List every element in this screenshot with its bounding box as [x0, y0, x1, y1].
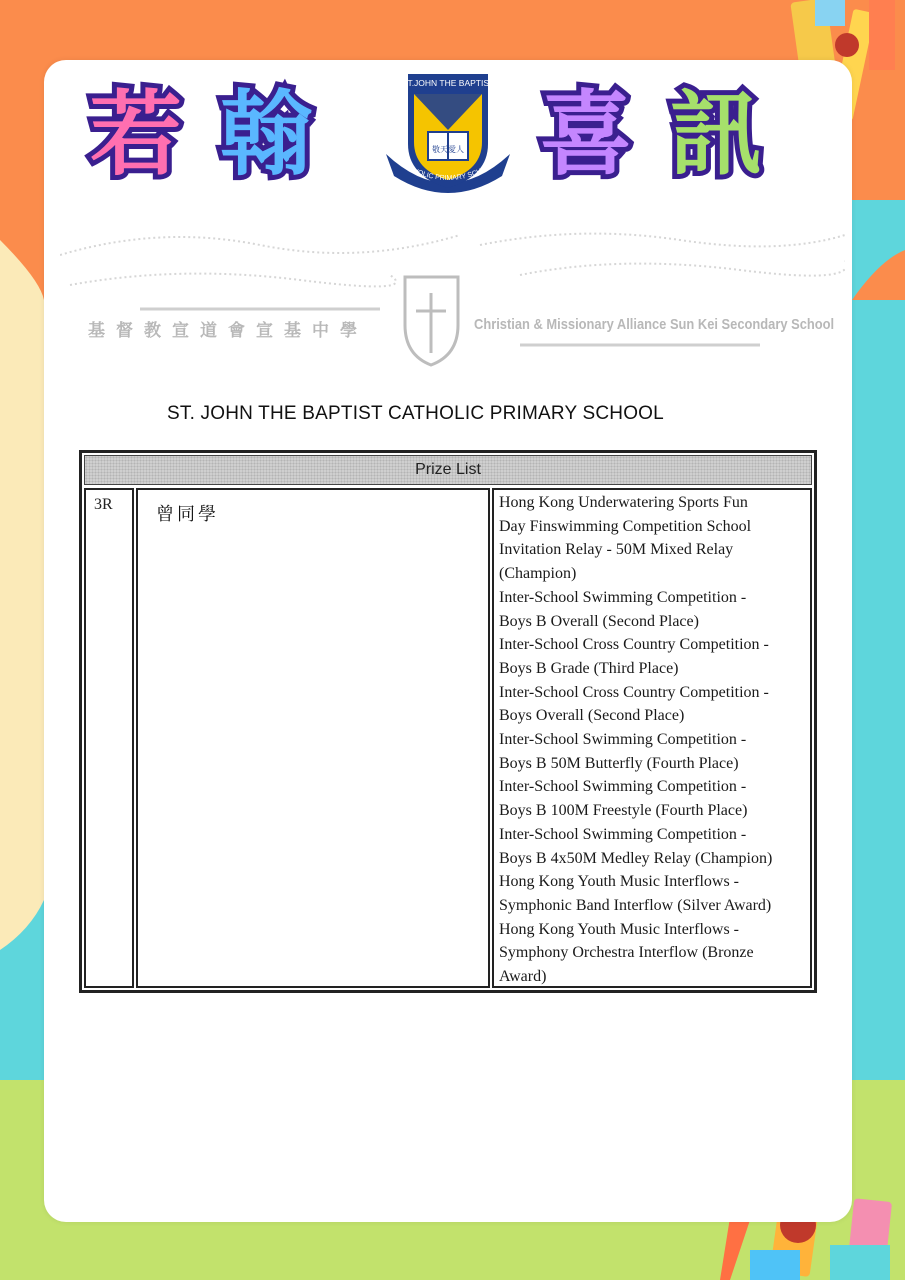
crest-bottom-text: CATHOLIC PRIMARY SCHOOL	[399, 161, 497, 183]
student-name: 曾同學	[156, 504, 219, 525]
prize-line: Day Finswimming Competition School	[499, 517, 752, 535]
school-crest-icon	[378, 72, 518, 202]
prize-line: Boys B Grade (Third Place)	[499, 659, 679, 677]
prize-line: Invitation Relay - 50M Mixed Relay	[499, 541, 734, 559]
crest-center-text: 敬天愛人	[432, 145, 464, 154]
class-label: 3R	[94, 496, 113, 513]
prize-line: Inter-School Swimming Competition -	[499, 778, 747, 796]
prize-table-header: Prize List	[84, 455, 812, 485]
title-char-1: 若	[90, 81, 181, 188]
prize-line: Symphony Orchestra Interflow (Bronze	[499, 944, 754, 962]
prizes-cell	[492, 488, 812, 988]
prize-line: Boys B 100M Freestyle (Fourth Place)	[499, 802, 748, 820]
student-cell	[136, 488, 490, 988]
prize-line: Hong Kong Youth Music Interflows -	[499, 920, 739, 938]
prize-list	[499, 491, 806, 989]
prize-line: Boys B Overall (Second Place)	[499, 612, 699, 630]
prize-line: Inter-School Swimming Competition -	[499, 588, 747, 606]
school-name-heading: ST. JOHN THE BAPTIST CATHOLIC PRIMARY SCHOOL	[167, 403, 664, 424]
letterhead-watermark	[60, 215, 845, 375]
crest-top-text: ST.JOHN THE BAPTIST	[401, 78, 495, 88]
prize-line: Hong Kong Underwatering Sports Fun	[499, 494, 748, 511]
prize-line: Inter-School Swimming Competition -	[499, 825, 747, 843]
prize-line: Boys B 4x50M Medley Relay (Champion)	[499, 849, 773, 867]
prize-line: (Champion)	[499, 565, 577, 583]
prize-line: Award)	[499, 968, 547, 986]
prize-table	[79, 450, 817, 993]
prize-line: Inter-School Cross Country Competition -	[499, 636, 769, 654]
title-char-4: 訊	[670, 81, 761, 188]
title-char-3: 喜	[540, 81, 631, 188]
watermark-school-en: Christian & Missionary Alliance Sun Kei Secondary School	[474, 316, 835, 333]
title-char-2: 翰	[220, 81, 311, 188]
prize-line: Inter-School Swimming Competition -	[499, 731, 747, 749]
class-cell	[84, 488, 134, 988]
watermark-school-cn: 基督教宣道會宣基中學	[88, 321, 368, 341]
title-banner	[70, 72, 830, 202]
prize-line: Inter-School Cross Country Competition -	[499, 683, 769, 701]
prize-line: Hong Kong Youth Music Interflows -	[499, 873, 739, 891]
prize-line: Boys B 50M Butterfly (Fourth Place)	[499, 754, 739, 772]
prize-line: Boys Overall (Second Place)	[499, 707, 685, 725]
prize-line: Symphonic Band Interflow (Silver Award)	[499, 896, 772, 914]
